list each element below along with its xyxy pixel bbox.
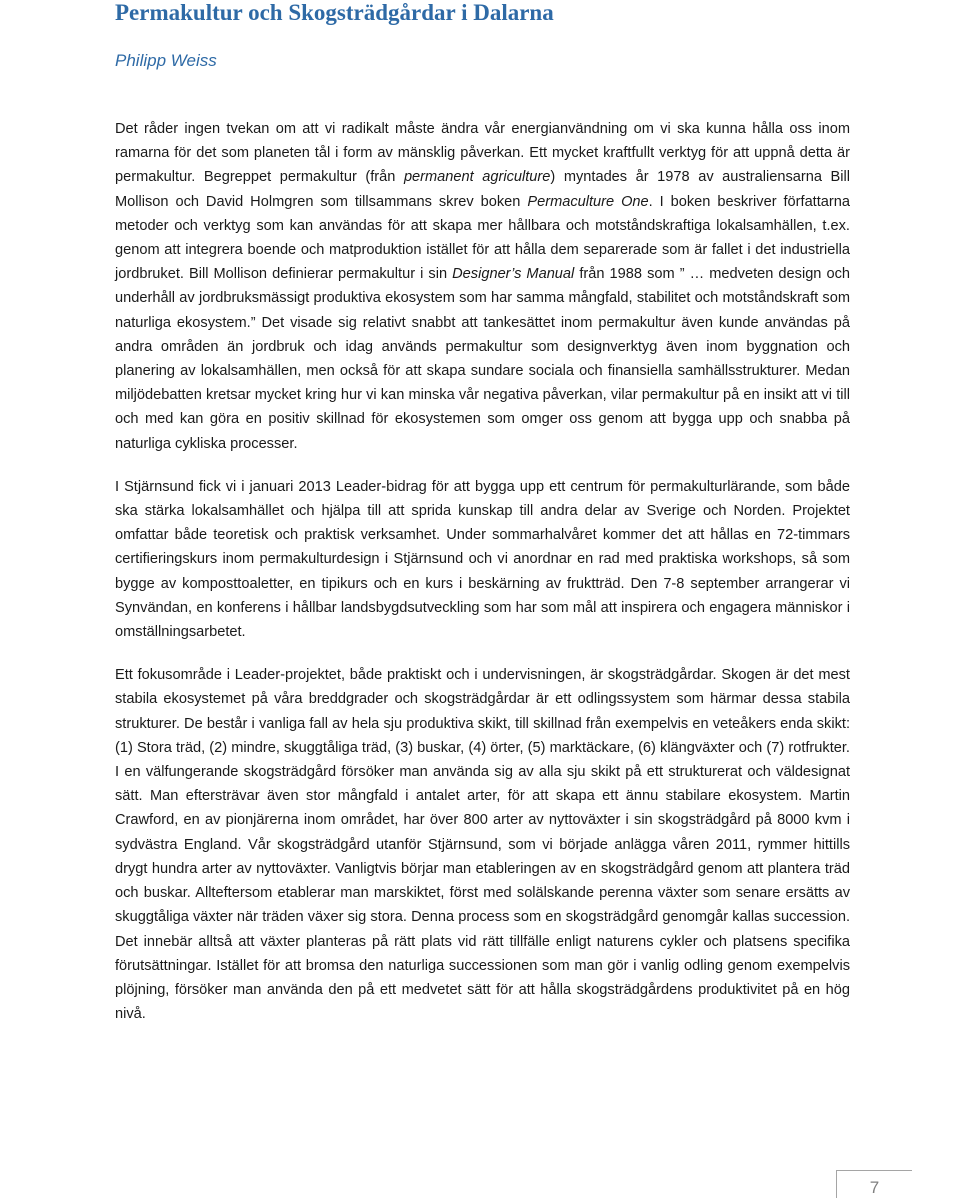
italic-text: Permaculture One — [527, 193, 649, 210]
author-name: Philipp Weiss — [115, 51, 217, 70]
text-run: från 1988 som ” … medveten design och underhåll av jordbruksmässigt produktiva ekosystem som har samma mångfald, stabilitet och motståndskraft som naturliga ekosystem.” Det visade sig relativt snabbt att tankesättet inom permakultur även kunde användas på andra områden än jordbruk och idag används permakultur som designverktyg även inom byggnation och planering av lokalsamhällen, men också för att skapa sundare sociala och finansiella samhällsstrukturer. Medan miljödebatten kretsar mycket kring hur vi kan minska vår negativa påverkan, vilar permakultur på en insikt att vi till och med kan göra en positiv skillnad för ekosystemen som omger oss genom att bygga upp och snabba på naturliga cykliska processer. — [115, 266, 851, 452]
text-run: Ett fokusområde i Leader-projektet, både praktiskt och i undervisningen, är skogsträdgårdar. Skogen är det mest stabila ekosystemet på våra breddgrader och skogsträdgårdar är ett odlingssystem som härmar dessa stabila strukturer. De består i vanliga fall av hela sju produktiva skikt, till skillnad från exempelvis en veteåkers enda skikt: (1) Stora träd, (2) mindre, skuggtåliga träd, (3) buskar, (4) örter, (5) marktäckare, (6) klängväxter och (7) rotfrukter. I en välfungerande skogsträdgård försöker man använda sig av alla sju skikt på ett strukturerat och väldesignat sätt. Man eftersträvar även stor mångfald i antalet arter, för att skapa ett ännu stabilare ekosystem. Martin Crawford, en av pionjärerna inom området, har över 800 arter av nyttoväxter i sin skogsträdgård på 8000 kvm i sydvästra England. Vår skogsträdgård utanför Stjärnsund, som vi började anlägga våren 2011, rymmer hittills drygt hundra arter av nyttoväxter. Vanligtvis börjar man etableringen av en skogsträdgård genom att plantera träd och buskar. Allteftersom etablerar man marskiktet, först med solälskande perenna växter som senare ersätts av skuggtåliga växter när träden växer sig stora. Denna process som en skogsträdgård genomgår kallas succession. Det innebär alltså att växter planteras på rätt plats vid rätt tillfälle enligt naturens cykler och platsens specifika förutsättningar. Istället för att bromsa den naturliga successionen som man gör i vanlig odling genom exempelvis plöjning, försöker man använda den på ett medvetet sätt för att hålla skogsträdgårdens produktivitet på en hög nivå. — [115, 667, 850, 1023]
text-run: I Stjärnsund fick vi i januari 2013 Leader-bidrag för att bygga upp ett centrum för permakulturlärande, som både ska stärka lokalsamhället och hjälpa till att sprida kunskap till andra delar av Sverige och Norden. Projektet omfattar både teoretisk och praktisk verksamhet. Under sommarhalvåret kommer det att hållas en 72-timmars certifieringskurs inom permakulturdesign i Stjärnsund och vi anordnar en rad med praktiska workshops, så som bygge av komposttoaletter, en tipikurs och en kurs i beskärning av fruktträd. Den 7-8 september arrangerar vi Synvändan, en konferens i hållbar landsbygdsutveckling som har som mål att inspirera och engagera människor i omställningsarbetet. — [115, 478, 850, 641]
paragraph — [115, 475, 850, 644]
text-run: Det råder ingen tvekan om att vi radikalt måste ändra vår energianvändning om vi ska kunna hålla oss inom ramarna för det som planeten tål i form av mänsklig påverkan. Ett mycket kraftfullt verktyg för att uppnå detta är permakultur. Begreppet permakultur (från — [115, 121, 850, 186]
paragraph — [115, 117, 850, 456]
italic-text: Designer’s Manual — [452, 266, 575, 283]
paragraph — [115, 663, 850, 1026]
text-run: . I boken beskriver författarna metoder och verktyg som kan användas för att skapa mer hållbara och motståndskraftiga lokalsamhällen, t.ex. genom att integrera boende och matproduktion istället för att hålla dem separerade som är fallet i det industriella jordbruket. Bill Mollison definierar permakultur i sin — [115, 193, 851, 283]
page-number-box — [836, 1170, 912, 1198]
italic-text: permanent agriculture — [403, 169, 551, 186]
document-body — [115, 117, 850, 1045]
page-number: 7 — [869, 1178, 880, 1197]
document-title: Permakultur och Skogsträdgårdar i Dalarna — [115, 0, 554, 25]
text-run: ) myntades år 1978 av australiensarna Bill Mollison och David Holmgren som tillsammans skrev boken — [115, 169, 850, 210]
